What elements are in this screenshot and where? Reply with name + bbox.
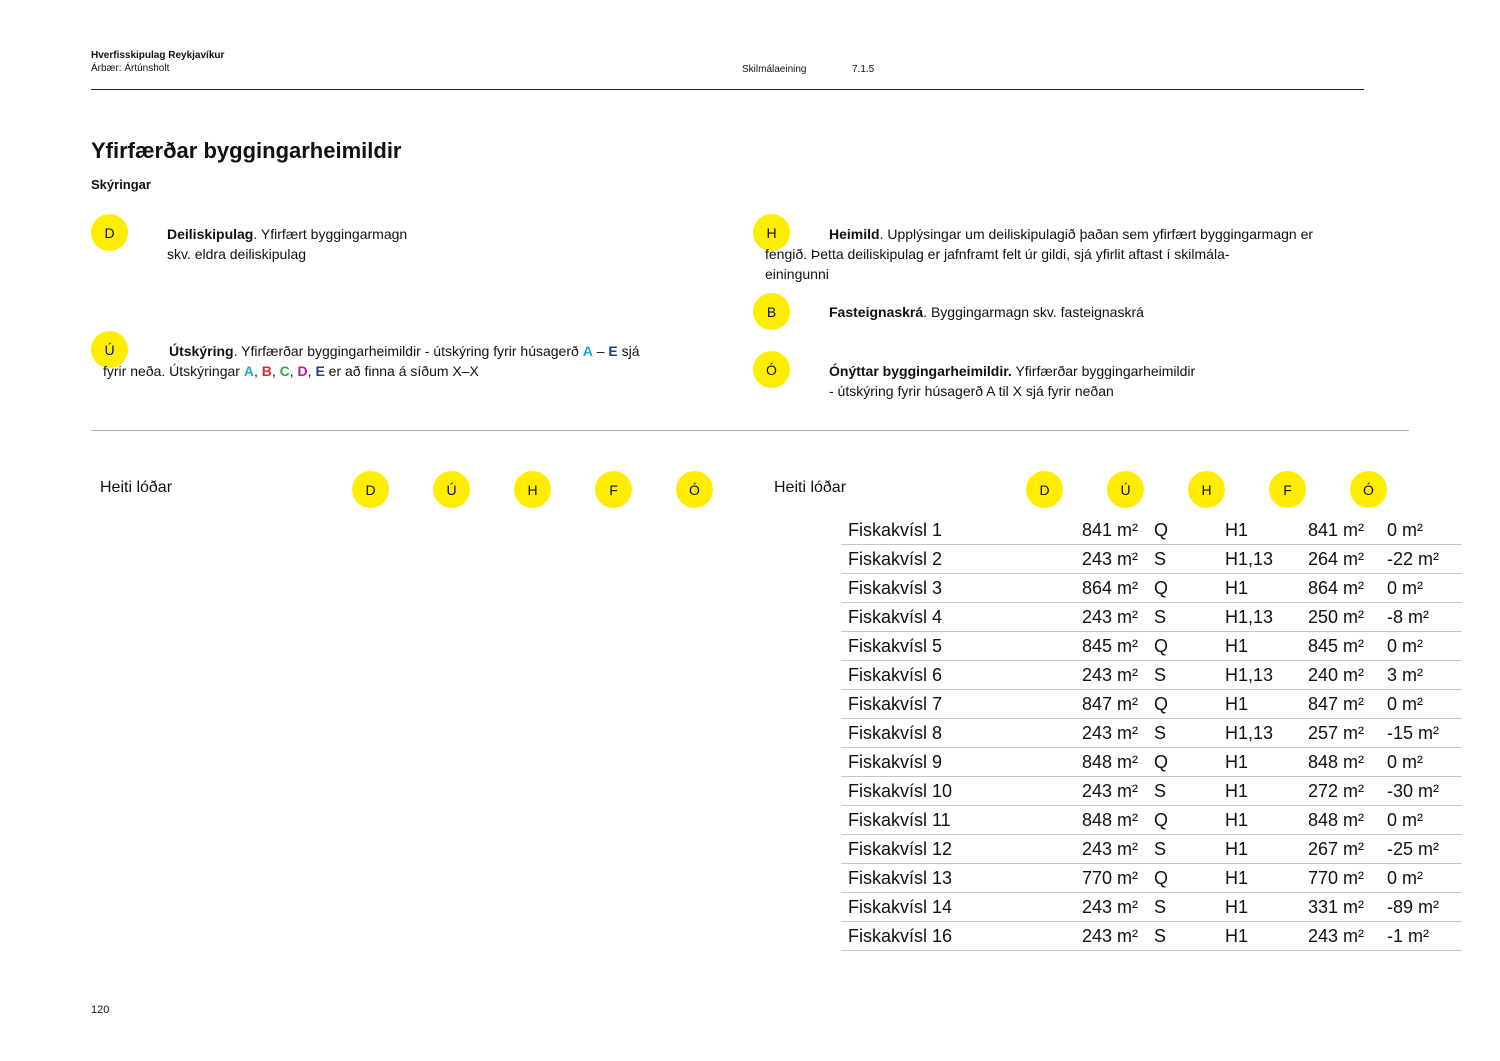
source-h-cell: H1 xyxy=(1225,835,1306,864)
source-h-cell: H1,13 xyxy=(1225,661,1306,690)
unused-o-cell: 0 m² xyxy=(1381,806,1462,835)
legend-text-o-2: - útskýring fyrir húsagerð A til X sjá fyrir neðan xyxy=(829,383,1114,399)
legend-text-h-3: einingunni xyxy=(765,266,829,282)
type-u-cell: Q xyxy=(1152,574,1225,603)
type-u-cell: S xyxy=(1152,719,1225,748)
legend-text-h-1: . Upplýsingar um deiliskipulagið þaðan sem yfirfært byggingarmagn er xyxy=(879,226,1314,242)
left-column-header-o: Ó xyxy=(676,471,713,508)
type-u-cell: S xyxy=(1152,545,1225,574)
legend-badge-b: B xyxy=(753,293,790,330)
area-d-cell: 243 m² xyxy=(1058,545,1152,574)
unused-o-cell: 0 m² xyxy=(1381,748,1462,777)
type-u-cell: S xyxy=(1152,835,1225,864)
table-row xyxy=(841,632,1462,661)
header-rule xyxy=(91,89,1364,90)
table-row xyxy=(841,545,1462,574)
legend-term-d: Deiliskipulag xyxy=(167,226,254,242)
lot-name-cell: Fiskakvísl 10 xyxy=(841,777,1058,806)
legend-term-b: Fasteignaskrá xyxy=(829,304,924,320)
area-f-cell: 264 m² xyxy=(1306,545,1381,574)
type-u-cell: Q xyxy=(1152,632,1225,661)
unused-o-cell: 0 m² xyxy=(1381,516,1462,545)
type-u-cell: Q xyxy=(1152,690,1225,719)
table-row xyxy=(841,777,1462,806)
legend-text-u-2: sjá xyxy=(617,343,640,359)
legend-badge-u: Ú xyxy=(91,331,128,368)
section-label: Skilmálaeining xyxy=(742,64,807,75)
lot-name-cell: Fiskakvísl 4 xyxy=(841,603,1058,632)
lot-name-cell: Fiskakvísl 5 xyxy=(841,632,1058,661)
type-u-cell: Q xyxy=(1152,516,1225,545)
source-h-cell: H1 xyxy=(1225,574,1306,603)
source-h-cell: H1 xyxy=(1225,516,1306,545)
unused-o-cell: 0 m² xyxy=(1381,864,1462,893)
right-column-header-lot: Heiti lóðar xyxy=(774,479,847,496)
area-f-cell: 848 m² xyxy=(1306,806,1381,835)
source-h-cell: H1 xyxy=(1225,690,1306,719)
legend-text-u-4: er að finna á síðum X–X xyxy=(324,363,479,379)
unused-o-cell: -25 m² xyxy=(1381,835,1462,864)
lot-name-cell: Fiskakvísl 6 xyxy=(841,661,1058,690)
lots-table xyxy=(841,516,1462,951)
source-h-cell: H1 xyxy=(1225,632,1306,661)
table-row xyxy=(841,661,1462,690)
source-h-cell: H1 xyxy=(1225,777,1306,806)
area-f-cell: 257 m² xyxy=(1306,719,1381,748)
area-d-cell: 243 m² xyxy=(1058,835,1152,864)
right-column-header-d: D xyxy=(1026,471,1063,508)
unused-o-cell: -30 m² xyxy=(1381,777,1462,806)
table-row xyxy=(841,574,1462,603)
area-f-cell: 240 m² xyxy=(1306,661,1381,690)
area-d-cell: 243 m² xyxy=(1058,777,1152,806)
right-column-header-h: H xyxy=(1188,471,1225,508)
lot-name-cell: Fiskakvísl 16 xyxy=(841,922,1058,951)
lot-name-cell: Fiskakvísl 12 xyxy=(841,835,1058,864)
table-row xyxy=(841,690,1462,719)
area-f-cell: 331 m² xyxy=(1306,893,1381,922)
left-column-header-h: H xyxy=(514,471,551,508)
source-h-cell: H1,13 xyxy=(1225,719,1306,748)
type-range-end: E xyxy=(608,343,618,359)
area-f-cell: 272 m² xyxy=(1306,777,1381,806)
unused-o-cell: -89 m² xyxy=(1381,893,1462,922)
type-range-start: A xyxy=(582,343,593,359)
type-u-cell: S xyxy=(1152,893,1225,922)
left-column-header-lot: Heiti lóðar xyxy=(100,479,173,496)
legend-text-o-1: Yfirfærðar byggingarheimildir xyxy=(1011,363,1196,379)
table-row xyxy=(841,748,1462,777)
source-h-cell: H1 xyxy=(1225,864,1306,893)
legend-item-h xyxy=(765,224,1365,284)
source-h-cell: H1,13 xyxy=(1225,545,1306,574)
area-f-cell: 845 m² xyxy=(1306,632,1381,661)
source-h-cell: H1 xyxy=(1225,748,1306,777)
area-d-cell: 243 m² xyxy=(1058,922,1152,951)
area-d-cell: 847 m² xyxy=(1058,690,1152,719)
area-f-cell: 841 m² xyxy=(1306,516,1381,545)
section-number: 7.1.5 xyxy=(852,64,875,75)
type-a: A xyxy=(243,363,254,379)
unused-o-cell: 0 m² xyxy=(1381,690,1462,719)
area-f-cell: 243 m² xyxy=(1306,922,1381,951)
type-u-cell: Q xyxy=(1152,864,1225,893)
type-c: C xyxy=(279,363,290,379)
lot-name-cell: Fiskakvísl 14 xyxy=(841,893,1058,922)
legend-heading: Skýringar xyxy=(91,177,151,192)
lot-name-cell: Fiskakvísl 11 xyxy=(841,806,1058,835)
legend-text-u-3: fyrir neða. Útskýringar xyxy=(103,363,244,379)
table-row xyxy=(841,893,1462,922)
table-row xyxy=(841,719,1462,748)
area-d-cell: 243 m² xyxy=(1058,719,1152,748)
type-separator: , xyxy=(271,363,280,379)
table-row xyxy=(841,922,1462,951)
type-separator: , xyxy=(289,363,298,379)
unused-o-cell: -22 m² xyxy=(1381,545,1462,574)
area-f-cell: 864 m² xyxy=(1306,574,1381,603)
type-u-cell: S xyxy=(1152,922,1225,951)
legend-text-h-2: fengið. Þetta deiliskipulag er jafnframt felt úr gildi, sjá yfirlit aftast í skilmála- xyxy=(765,246,1230,262)
table-row xyxy=(841,603,1462,632)
type-b: B xyxy=(261,363,272,379)
source-h-cell: H1 xyxy=(1225,806,1306,835)
left-column-header-f: F xyxy=(595,471,632,508)
area-d-cell: 848 m² xyxy=(1058,806,1152,835)
legend-text-d-2: skv. eldra deiliskipulag xyxy=(167,246,307,262)
legend-badge-d: D xyxy=(91,214,128,251)
right-column-header-u: Ú xyxy=(1107,471,1144,508)
table-row xyxy=(841,864,1462,893)
area-f-cell: 847 m² xyxy=(1306,690,1381,719)
lot-name-cell: Fiskakvísl 1 xyxy=(841,516,1058,545)
legend-item-d xyxy=(167,224,407,264)
table-row xyxy=(841,516,1462,545)
unused-o-cell: -8 m² xyxy=(1381,603,1462,632)
legend-term-u: Útskýring xyxy=(169,343,234,359)
type-e: E xyxy=(315,363,325,379)
table-row xyxy=(841,835,1462,864)
area-d-cell: 243 m² xyxy=(1058,661,1152,690)
area-d-cell: 770 m² xyxy=(1058,864,1152,893)
type-u-cell: Q xyxy=(1152,806,1225,835)
legend-badge-h: H xyxy=(753,214,790,251)
source-h-cell: H1 xyxy=(1225,893,1306,922)
unused-o-cell: 0 m² xyxy=(1381,632,1462,661)
area-f-cell: 267 m² xyxy=(1306,835,1381,864)
left-column-header-u: Ú xyxy=(433,471,470,508)
legend-text-d-1: . Yfirfært byggingarmagn xyxy=(253,226,408,242)
source-h-cell: H1 xyxy=(1225,922,1306,951)
lot-name-cell: Fiskakvísl 13 xyxy=(841,864,1058,893)
unused-o-cell: 0 m² xyxy=(1381,574,1462,603)
area-d-cell: 864 m² xyxy=(1058,574,1152,603)
area-d-cell: 841 m² xyxy=(1058,516,1152,545)
area-d-cell: 243 m² xyxy=(1058,893,1152,922)
document-title: Hverfisskipulag Reykjavíkur xyxy=(91,50,225,61)
type-u-cell: Q xyxy=(1152,748,1225,777)
section-divider xyxy=(91,430,1409,431)
lot-name-cell: Fiskakvísl 8 xyxy=(841,719,1058,748)
legend-item-u xyxy=(103,341,723,381)
area-d-cell: 845 m² xyxy=(1058,632,1152,661)
table-row xyxy=(841,806,1462,835)
lot-name-cell: Fiskakvísl 2 xyxy=(841,545,1058,574)
area-d-cell: 243 m² xyxy=(1058,603,1152,632)
left-column-header-d: D xyxy=(352,471,389,508)
type-separator: , xyxy=(253,363,262,379)
legend-term-o: Ónýttar byggingarheimildir. xyxy=(829,363,1012,379)
area-f-cell: 848 m² xyxy=(1306,748,1381,777)
unused-o-cell: 3 m² xyxy=(1381,661,1462,690)
area-f-cell: 250 m² xyxy=(1306,603,1381,632)
range-dash: – xyxy=(592,343,609,359)
right-column-header-o: Ó xyxy=(1350,471,1387,508)
type-separator: , xyxy=(307,363,316,379)
page-number: 120 xyxy=(91,1004,110,1016)
legend-item-b xyxy=(829,302,1144,322)
area-f-cell: 770 m² xyxy=(1306,864,1381,893)
type-u-cell: S xyxy=(1152,777,1225,806)
area-d-cell: 848 m² xyxy=(1058,748,1152,777)
lot-name-cell: Fiskakvísl 7 xyxy=(841,690,1058,719)
legend-badge-o: Ó xyxy=(753,351,790,388)
lot-name-cell: Fiskakvísl 9 xyxy=(841,748,1058,777)
legend-term-h: Heimild xyxy=(829,226,880,242)
legend-text-u-1: . Yfirfærðar byggingarheimildir - útskýring fyrir húsagerð xyxy=(233,343,583,359)
unused-o-cell: -1 m² xyxy=(1381,922,1462,951)
type-u-cell: S xyxy=(1152,603,1225,632)
document-subtitle: Árbær: Ártúnsholt xyxy=(91,63,170,74)
type-d: D xyxy=(297,363,308,379)
legend-text-b-1: . Byggingarmagn skv. fasteignaskrá xyxy=(923,304,1144,320)
lot-name-cell: Fiskakvísl 3 xyxy=(841,574,1058,603)
page-title: Yfirfærðar byggingarheimildir xyxy=(91,138,402,163)
legend-item-o xyxy=(829,361,1195,401)
type-u-cell: S xyxy=(1152,661,1225,690)
unused-o-cell: -15 m² xyxy=(1381,719,1462,748)
source-h-cell: H1,13 xyxy=(1225,603,1306,632)
right-column-header-f: F xyxy=(1269,471,1306,508)
